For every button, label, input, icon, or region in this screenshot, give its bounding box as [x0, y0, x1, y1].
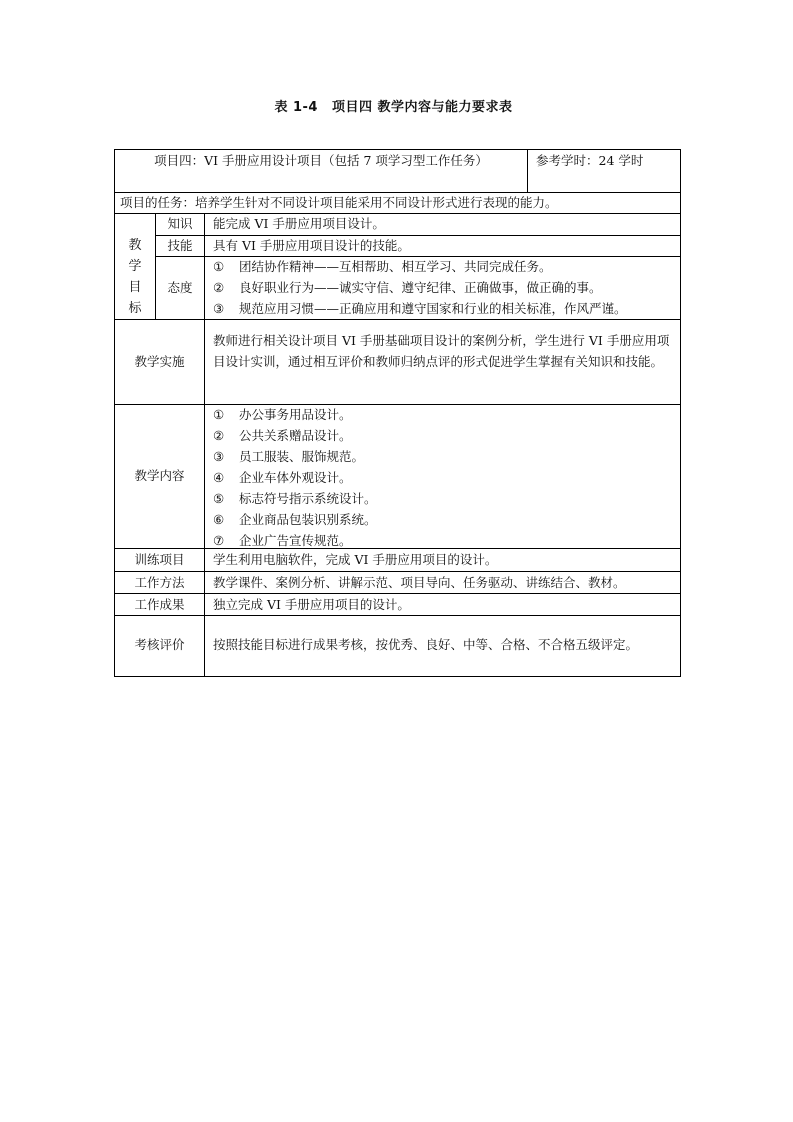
content-label: 教学内容 — [134, 468, 185, 483]
implementation-text: 教师进行相关设计项目 VI 手册基础项目设计的案例分析，学生进行 VI 手册应用项目设计实训，通过相互评价和教师归纳点评的形式促进学生掌握有关知识和技能。 — [213, 333, 670, 369]
assessment-label: 考核评价 — [134, 637, 185, 652]
methods-label: 工作方法 — [134, 575, 185, 590]
item-number: ⑥ — [213, 512, 225, 527]
training-text: 学生利用电脑软件，完成 VI 手册应用项目的设计。 — [213, 552, 498, 567]
item-text: 企业车体外观设计。 — [239, 470, 352, 485]
item-number: ⑦ — [213, 533, 225, 548]
item-text: 企业商品包装识别系统。 — [239, 512, 377, 527]
table-title: 项目四 教学内容与能力要求表 — [331, 100, 513, 115]
table-number: 表 1-4 — [274, 100, 318, 115]
training-label: 训练项目 — [134, 552, 185, 567]
goals-label-char: 学 — [128, 259, 142, 274]
goals-label-char: 标 — [128, 301, 142, 316]
knowledge-label: 知识 — [167, 216, 193, 231]
item-text: 良好职业行为——诚实守信、遵守纪律、正确做事，做正确的事。 — [239, 280, 602, 295]
content-list — [213, 404, 679, 551]
goals-label-char: 目 — [128, 280, 142, 295]
item-text: 办公事务用品设计。 — [239, 407, 352, 422]
list-item — [213, 425, 679, 446]
item-number: ② — [213, 280, 225, 295]
skill-label: 技能 — [167, 238, 193, 253]
item-number: ④ — [213, 470, 225, 485]
list-item — [213, 256, 679, 277]
item-number: ③ — [213, 449, 225, 464]
item-text: 员工服装、服饰规范。 — [239, 449, 365, 464]
project-task: 项目的任务：培养学生针对不同设计项目能采用不同设计形式进行表现的能力。 — [120, 195, 558, 210]
list-item — [213, 530, 679, 551]
row-divider — [114, 319, 681, 320]
item-text: 团结协作精神——互相帮助、相互学习、共同完成任务。 — [239, 259, 552, 274]
list-item — [213, 509, 679, 530]
attitude-label: 态度 — [167, 280, 193, 295]
list-item — [213, 467, 679, 488]
methods-text: 教学课件、案例分析、讲解示范、项目导向、任务驱动、讲练结合、教材。 — [213, 575, 626, 590]
goals-label-char: 教 — [128, 238, 142, 253]
item-number: ① — [213, 407, 225, 422]
col-divider — [204, 213, 205, 676]
list-item — [213, 277, 679, 298]
knowledge-text: 能完成 VI 手册应用项目设计。 — [213, 216, 385, 231]
implementation-label: 教学实施 — [134, 354, 185, 369]
item-text: 公共关系赠品设计。 — [239, 428, 352, 443]
list-item — [213, 446, 679, 467]
item-number: ⑤ — [213, 491, 225, 506]
item-text: 标志符号指示系统设计。 — [239, 491, 377, 506]
results-text: 独立完成 VI 手册应用项目的设计。 — [213, 597, 410, 612]
item-number: ② — [213, 428, 225, 443]
assessment-text: 按照技能目标进行成果考核，按优秀、良好、中等、合格、不合格五级评定。 — [213, 637, 639, 652]
table-border-bottom — [114, 676, 681, 677]
reference-hours: 参考学时：24 学时 — [536, 153, 644, 168]
item-text: 规范应用习惯——正确应用和遵守国家和行业的相关标准，作风严谨。 — [239, 301, 627, 316]
col-divider — [527, 149, 528, 192]
table-border-right — [680, 149, 681, 677]
skill-text: 具有 VI 手册应用项目设计的技能。 — [213, 238, 410, 253]
item-text: 企业广告宣传规范。 — [239, 533, 352, 548]
list-item — [213, 404, 679, 425]
table-caption — [0, 96, 793, 115]
list-item — [213, 298, 679, 319]
results-label: 工作成果 — [134, 597, 185, 612]
item-number: ③ — [213, 301, 225, 316]
project-header: 项目四：VI 手册应用设计项目（包括 7 项学习型工作任务） — [154, 153, 488, 168]
item-number: ① — [213, 259, 225, 274]
list-item — [213, 488, 679, 509]
attitude-list — [213, 256, 679, 319]
row-divider — [114, 615, 681, 616]
